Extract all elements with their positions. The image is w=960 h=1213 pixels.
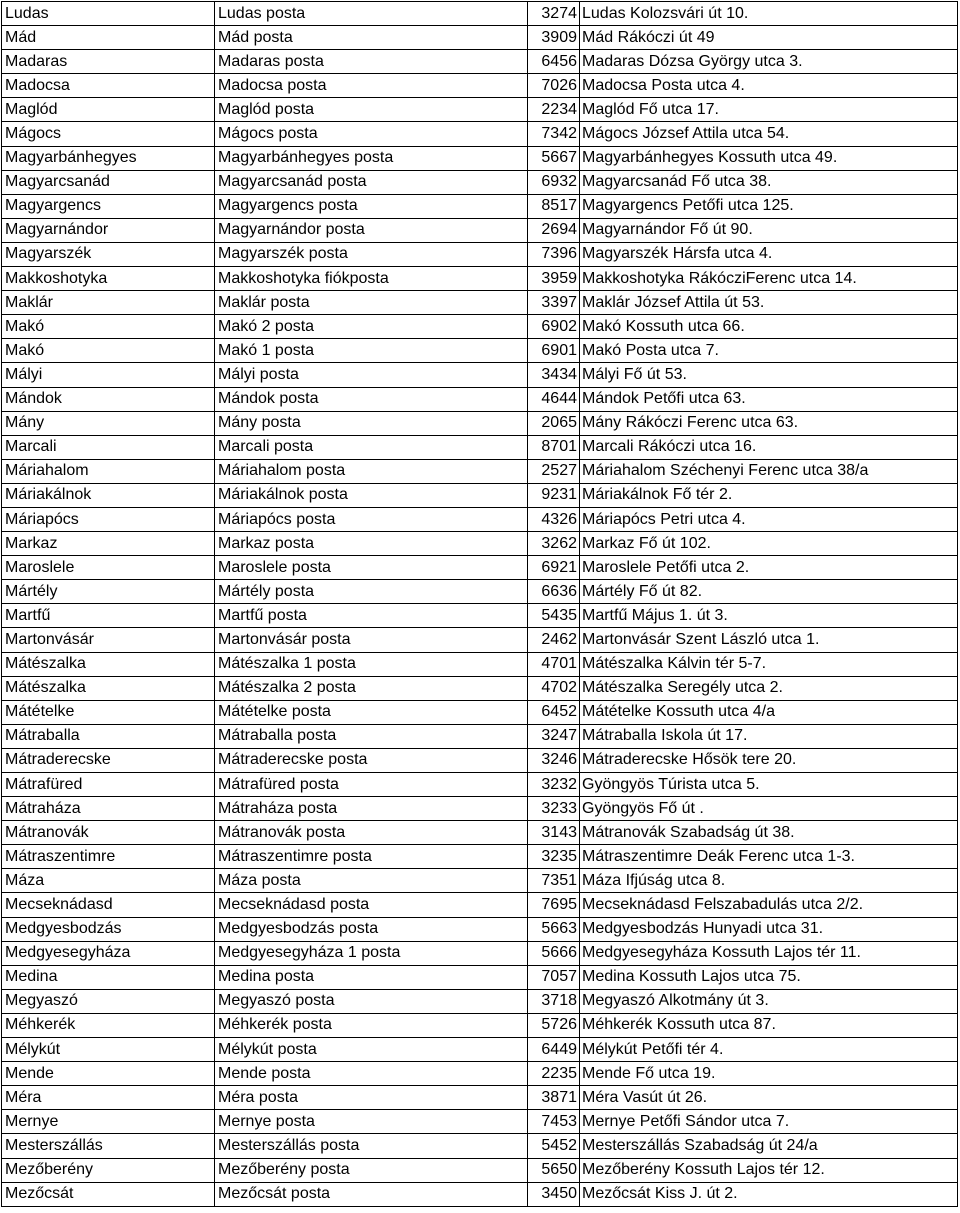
settlement-cell: Magyargencs xyxy=(2,194,215,218)
postal-code-cell: 3871 xyxy=(528,1086,580,1110)
post-office-cell: Magyarnándor posta xyxy=(215,218,528,242)
settlement-cell: Madocsa xyxy=(2,74,215,98)
postal-code-cell: 2527 xyxy=(528,459,580,483)
postal-code-cell: 8701 xyxy=(528,435,580,459)
postal-code-cell: 3246 xyxy=(528,748,580,772)
settlement-cell: Mártély xyxy=(2,580,215,604)
address-cell: Magyarszék Hársfa utca 4. xyxy=(580,242,958,266)
table-row xyxy=(2,170,958,194)
table-row xyxy=(2,387,958,411)
post-office-cell: Máriakálnok posta xyxy=(215,483,528,507)
post-office-cell: Megyaszó posta xyxy=(215,989,528,1013)
post-office-cell: Mende posta xyxy=(215,1062,528,1086)
address-cell: Megyaszó Alkotmány út 3. xyxy=(580,989,958,1013)
address-cell: Martfű Május 1. út 3. xyxy=(580,604,958,628)
table-row xyxy=(2,339,958,363)
post-office-cell: Mátraballa posta xyxy=(215,724,528,748)
post-office-cell: Mélykút posta xyxy=(215,1038,528,1062)
settlement-cell: Medgyesegyháza xyxy=(2,941,215,965)
post-office-cell: Magyarszék posta xyxy=(215,242,528,266)
postal-code-cell: 6449 xyxy=(528,1038,580,1062)
address-cell: Méhkerék Kossuth utca 87. xyxy=(580,1013,958,1037)
post-office-table xyxy=(1,1,958,1207)
settlement-cell: Mátraháza xyxy=(2,797,215,821)
postal-code-cell: 7396 xyxy=(528,242,580,266)
table-row xyxy=(2,676,958,700)
postal-code-cell: 4326 xyxy=(528,507,580,531)
address-cell: Mártély Fő út 82. xyxy=(580,580,958,604)
postal-code-cell: 4701 xyxy=(528,652,580,676)
settlement-cell: Magyarbánhegyes xyxy=(2,146,215,170)
post-office-cell: Mátrafüred posta xyxy=(215,773,528,797)
post-office-cell: Máza posta xyxy=(215,869,528,893)
settlement-cell: Mályi xyxy=(2,363,215,387)
address-cell: Ludas Kolozsvári út 10. xyxy=(580,2,958,26)
postal-code-cell: 3274 xyxy=(528,2,580,26)
address-cell: Mágocs József Attila utca 54. xyxy=(580,122,958,146)
post-office-cell: Madaras posta xyxy=(215,50,528,74)
settlement-cell: Maglód xyxy=(2,98,215,122)
settlement-cell: Máza xyxy=(2,869,215,893)
post-office-cell: Makkoshotyka fiókposta xyxy=(215,267,528,291)
table-row xyxy=(2,1158,958,1182)
postal-code-cell: 7057 xyxy=(528,965,580,989)
postal-code-cell: 3397 xyxy=(528,291,580,315)
postal-code-cell: 8517 xyxy=(528,194,580,218)
table-row xyxy=(2,242,958,266)
postal-code-cell: 6902 xyxy=(528,315,580,339)
post-office-cell: Mályi posta xyxy=(215,363,528,387)
address-cell: Magyargencs Petőfi utca 125. xyxy=(580,194,958,218)
post-office-cell: Mátraderecske posta xyxy=(215,748,528,772)
post-office-cell: Medgyesegyháza 1 posta xyxy=(215,941,528,965)
address-cell: Medina Kossuth Lajos utca 75. xyxy=(580,965,958,989)
settlement-cell: Máriapócs xyxy=(2,507,215,531)
postal-code-cell: 7453 xyxy=(528,1110,580,1134)
table-row xyxy=(2,724,958,748)
address-cell: Madocsa Posta utca 4. xyxy=(580,74,958,98)
address-cell: Mátételke Kossuth utca 4/a xyxy=(580,700,958,724)
post-office-cell: Mándok posta xyxy=(215,387,528,411)
postal-code-cell: 7342 xyxy=(528,122,580,146)
postal-code-cell: 3909 xyxy=(528,26,580,50)
address-cell: Mátranovák Szabadság út 38. xyxy=(580,821,958,845)
settlement-cell: Magyarcsanád xyxy=(2,170,215,194)
address-cell: Méra Vasút út 26. xyxy=(580,1086,958,1110)
post-office-cell: Ludas posta xyxy=(215,2,528,26)
settlement-cell: Medina xyxy=(2,965,215,989)
table-row xyxy=(2,652,958,676)
table-row xyxy=(2,1182,958,1206)
address-cell: Maroslele Petőfi utca 2. xyxy=(580,556,958,580)
settlement-cell: Magyarnándor xyxy=(2,218,215,242)
address-cell: Medgyesbodzás Hunyadi utca 31. xyxy=(580,917,958,941)
settlement-cell: Mecseknádasd xyxy=(2,893,215,917)
settlement-cell: Makó xyxy=(2,315,215,339)
settlement-cell: Mezőberény xyxy=(2,1158,215,1182)
settlement-cell: Martfű xyxy=(2,604,215,628)
postal-code-cell: 5726 xyxy=(528,1013,580,1037)
postal-code-cell: 3262 xyxy=(528,532,580,556)
postal-code-cell: 4702 xyxy=(528,676,580,700)
address-cell: Gyöngyös Fő út . xyxy=(580,797,958,821)
address-cell: Mende Fő utca 19. xyxy=(580,1062,958,1086)
postal-code-cell: 3434 xyxy=(528,363,580,387)
settlement-cell: Mátészalka xyxy=(2,676,215,700)
table-row xyxy=(2,483,958,507)
table-row xyxy=(2,965,958,989)
settlement-cell: Megyaszó xyxy=(2,989,215,1013)
table-row xyxy=(2,291,958,315)
post-office-cell: Méra posta xyxy=(215,1086,528,1110)
post-office-cell: Magyargencs posta xyxy=(215,194,528,218)
post-office-cell: Madocsa posta xyxy=(215,74,528,98)
settlement-cell: Mándok xyxy=(2,387,215,411)
settlement-cell: Máriakálnok xyxy=(2,483,215,507)
post-office-cell: Medina posta xyxy=(215,965,528,989)
post-office-cell: Maroslele posta xyxy=(215,556,528,580)
address-cell: Mesterszállás Szabadság út 24/a xyxy=(580,1134,958,1158)
settlement-cell: Mende xyxy=(2,1062,215,1086)
post-office-cell: Maglód posta xyxy=(215,98,528,122)
post-office-cell: Mátranovák posta xyxy=(215,821,528,845)
address-cell: Mezőberény Kossuth Lajos tér 12. xyxy=(580,1158,958,1182)
table-row xyxy=(2,194,958,218)
address-cell: Mecseknádasd Felszabadulás utca 2/2. xyxy=(580,893,958,917)
settlement-cell: Mélykút xyxy=(2,1038,215,1062)
postal-code-cell: 6901 xyxy=(528,339,580,363)
table-row xyxy=(2,821,958,845)
settlement-cell: Madaras xyxy=(2,50,215,74)
address-cell: Mályi Fő út 53. xyxy=(580,363,958,387)
postal-code-cell: 6456 xyxy=(528,50,580,74)
table-row xyxy=(2,580,958,604)
postal-code-cell: 3233 xyxy=(528,797,580,821)
settlement-cell: Maroslele xyxy=(2,556,215,580)
table-row xyxy=(2,1086,958,1110)
postal-code-cell: 3718 xyxy=(528,989,580,1013)
settlement-cell: Mátételke xyxy=(2,700,215,724)
settlement-cell: Maklár xyxy=(2,291,215,315)
settlement-cell: Mátészalka xyxy=(2,652,215,676)
post-office-cell: Magyarbánhegyes posta xyxy=(215,146,528,170)
address-cell: Mernye Petőfi Sándor utca 7. xyxy=(580,1110,958,1134)
post-office-cell: Mátételke posta xyxy=(215,700,528,724)
address-cell: Máriahalom Széchenyi Ferenc utca 38/a xyxy=(580,459,958,483)
table-row xyxy=(2,146,958,170)
table-body xyxy=(2,2,958,1207)
post-office-cell: Magyarcsanád posta xyxy=(215,170,528,194)
postal-code-cell: 5667 xyxy=(528,146,580,170)
address-cell: Mátraderecske Hősök tere 20. xyxy=(580,748,958,772)
post-office-cell: Medgyesbodzás posta xyxy=(215,917,528,941)
address-cell: Magyarnándor Fő út 90. xyxy=(580,218,958,242)
address-cell: Maklár József Attila út 53. xyxy=(580,291,958,315)
address-cell: Madaras Dózsa György utca 3. xyxy=(580,50,958,74)
table-row xyxy=(2,869,958,893)
address-cell: Markaz Fő út 102. xyxy=(580,532,958,556)
postal-code-cell: 6932 xyxy=(528,170,580,194)
postal-code-cell: 9231 xyxy=(528,483,580,507)
postal-code-cell: 6452 xyxy=(528,700,580,724)
table-row xyxy=(2,628,958,652)
post-office-cell: Martonvásár posta xyxy=(215,628,528,652)
postal-code-cell: 5452 xyxy=(528,1134,580,1158)
postal-code-cell: 5666 xyxy=(528,941,580,965)
table-row xyxy=(2,845,958,869)
post-office-cell: Makó 2 posta xyxy=(215,315,528,339)
table-row xyxy=(2,507,958,531)
post-office-cell: Mány posta xyxy=(215,411,528,435)
table-row xyxy=(2,797,958,821)
settlement-cell: Mesterszállás xyxy=(2,1134,215,1158)
settlement-cell: Martonvásár xyxy=(2,628,215,652)
post-office-cell: Mecseknádasd posta xyxy=(215,893,528,917)
post-office-cell: Mártély posta xyxy=(215,580,528,604)
post-office-cell: Markaz posta xyxy=(215,532,528,556)
postal-code-cell: 5435 xyxy=(528,604,580,628)
table-row xyxy=(2,1038,958,1062)
address-cell: Mélykút Petőfi tér 4. xyxy=(580,1038,958,1062)
table-row xyxy=(2,435,958,459)
table-row xyxy=(2,459,958,483)
settlement-cell: Makó xyxy=(2,339,215,363)
table-row xyxy=(2,941,958,965)
table-row xyxy=(2,26,958,50)
settlement-cell: Máriahalom xyxy=(2,459,215,483)
table-row xyxy=(2,1134,958,1158)
post-office-cell: Makó 1 posta xyxy=(215,339,528,363)
address-cell: Mezőcsát Kiss J. út 2. xyxy=(580,1182,958,1206)
postal-code-cell: 3959 xyxy=(528,267,580,291)
postal-code-cell: 3247 xyxy=(528,724,580,748)
table-row xyxy=(2,989,958,1013)
postal-code-cell: 3232 xyxy=(528,773,580,797)
table-row xyxy=(2,532,958,556)
settlement-cell: Mezőcsát xyxy=(2,1182,215,1206)
address-cell: Mátraszentimre Deák Ferenc utca 1-3. xyxy=(580,845,958,869)
postal-code-cell: 5663 xyxy=(528,917,580,941)
settlement-cell: Ludas xyxy=(2,2,215,26)
table-row xyxy=(2,700,958,724)
postal-code-cell: 5650 xyxy=(528,1158,580,1182)
post-office-cell: Mágocs posta xyxy=(215,122,528,146)
address-cell: Mátraballa Iskola út 17. xyxy=(580,724,958,748)
address-cell: Mándok Petőfi utca 63. xyxy=(580,387,958,411)
postal-code-cell: 4644 xyxy=(528,387,580,411)
address-cell: Medgyesegyháza Kossuth Lajos tér 11. xyxy=(580,941,958,965)
settlement-cell: Mátraderecske xyxy=(2,748,215,772)
post-office-cell: Mezőberény posta xyxy=(215,1158,528,1182)
address-cell: Mátészalka Seregély utca 2. xyxy=(580,676,958,700)
post-office-cell: Mátészalka 1 posta xyxy=(215,652,528,676)
address-cell: Mátészalka Kálvin tér 5-7. xyxy=(580,652,958,676)
postal-code-cell: 2694 xyxy=(528,218,580,242)
post-office-cell: Martfű posta xyxy=(215,604,528,628)
settlement-cell: Mátraszentimre xyxy=(2,845,215,869)
table-row xyxy=(2,1013,958,1037)
address-cell: Makkoshotyka RákócziFerenc utca 14. xyxy=(580,267,958,291)
address-cell: Martonvásár Szent László utca 1. xyxy=(580,628,958,652)
address-cell: Mány Rákóczi Ferenc utca 63. xyxy=(580,411,958,435)
address-cell: Gyöngyös Túrista utca 5. xyxy=(580,773,958,797)
postal-code-cell: 6636 xyxy=(528,580,580,604)
table-row xyxy=(2,363,958,387)
post-office-cell: Máriahalom posta xyxy=(215,459,528,483)
settlement-cell: Méhkerék xyxy=(2,1013,215,1037)
table-row xyxy=(2,917,958,941)
post-office-cell: Mesterszállás posta xyxy=(215,1134,528,1158)
address-cell: Magyarbánhegyes Kossuth utca 49. xyxy=(580,146,958,170)
address-cell: Máriapócs Petri utca 4. xyxy=(580,507,958,531)
postal-code-cell: 2235 xyxy=(528,1062,580,1086)
address-cell: Maglód Fő utca 17. xyxy=(580,98,958,122)
post-office-cell: Máriapócs posta xyxy=(215,507,528,531)
table-row xyxy=(2,1110,958,1134)
settlement-cell: Magyarszék xyxy=(2,242,215,266)
postal-code-cell: 2234 xyxy=(528,98,580,122)
table-row xyxy=(2,315,958,339)
table-row xyxy=(2,411,958,435)
table-row xyxy=(2,98,958,122)
postal-code-cell: 3450 xyxy=(528,1182,580,1206)
postal-code-cell: 2462 xyxy=(528,628,580,652)
address-cell: Máriakálnok Fő tér 2. xyxy=(580,483,958,507)
settlement-cell: Mernye xyxy=(2,1110,215,1134)
post-office-cell: Mernye posta xyxy=(215,1110,528,1134)
table-row xyxy=(2,2,958,26)
postal-code-cell: 7351 xyxy=(528,869,580,893)
settlement-cell: Mány xyxy=(2,411,215,435)
table-row xyxy=(2,556,958,580)
post-office-cell: Mezőcsát posta xyxy=(215,1182,528,1206)
table-row xyxy=(2,604,958,628)
postal-code-cell: 6921 xyxy=(528,556,580,580)
table-row xyxy=(2,50,958,74)
post-office-cell: Mátraháza posta xyxy=(215,797,528,821)
postal-code-cell: 7026 xyxy=(528,74,580,98)
table-row xyxy=(2,122,958,146)
settlement-cell: Mágocs xyxy=(2,122,215,146)
settlement-cell: Makkoshotyka xyxy=(2,267,215,291)
table-row xyxy=(2,773,958,797)
settlement-cell: Mátraballa xyxy=(2,724,215,748)
postal-code-cell: 3143 xyxy=(528,821,580,845)
address-cell: Mád Rákóczi út 49 xyxy=(580,26,958,50)
post-office-cell: Mátészalka 2 posta xyxy=(215,676,528,700)
post-office-cell: Mád posta xyxy=(215,26,528,50)
address-cell: Magyarcsanád Fő utca 38. xyxy=(580,170,958,194)
table-row xyxy=(2,267,958,291)
post-office-cell: Maklár posta xyxy=(215,291,528,315)
table-row xyxy=(2,74,958,98)
postal-code-cell: 2065 xyxy=(528,411,580,435)
settlement-cell: Méra xyxy=(2,1086,215,1110)
table-row xyxy=(2,1062,958,1086)
settlement-cell: Mátranovák xyxy=(2,821,215,845)
table-row xyxy=(2,218,958,242)
settlement-cell: Mád xyxy=(2,26,215,50)
post-office-cell: Marcali posta xyxy=(215,435,528,459)
address-cell: Marcali Rákóczi utca 16. xyxy=(580,435,958,459)
table-row xyxy=(2,893,958,917)
settlement-cell: Marcali xyxy=(2,435,215,459)
postal-code-cell: 3235 xyxy=(528,845,580,869)
table-row xyxy=(2,748,958,772)
settlement-cell: Mátrafüred xyxy=(2,773,215,797)
post-office-cell: Méhkerék posta xyxy=(215,1013,528,1037)
settlement-cell: Medgyesbodzás xyxy=(2,917,215,941)
address-cell: Máza Ifjúság utca 8. xyxy=(580,869,958,893)
address-cell: Makó Kossuth utca 66. xyxy=(580,315,958,339)
post-office-cell: Mátraszentimre posta xyxy=(215,845,528,869)
postal-code-cell: 7695 xyxy=(528,893,580,917)
settlement-cell: Markaz xyxy=(2,532,215,556)
address-cell: Makó Posta utca 7. xyxy=(580,339,958,363)
